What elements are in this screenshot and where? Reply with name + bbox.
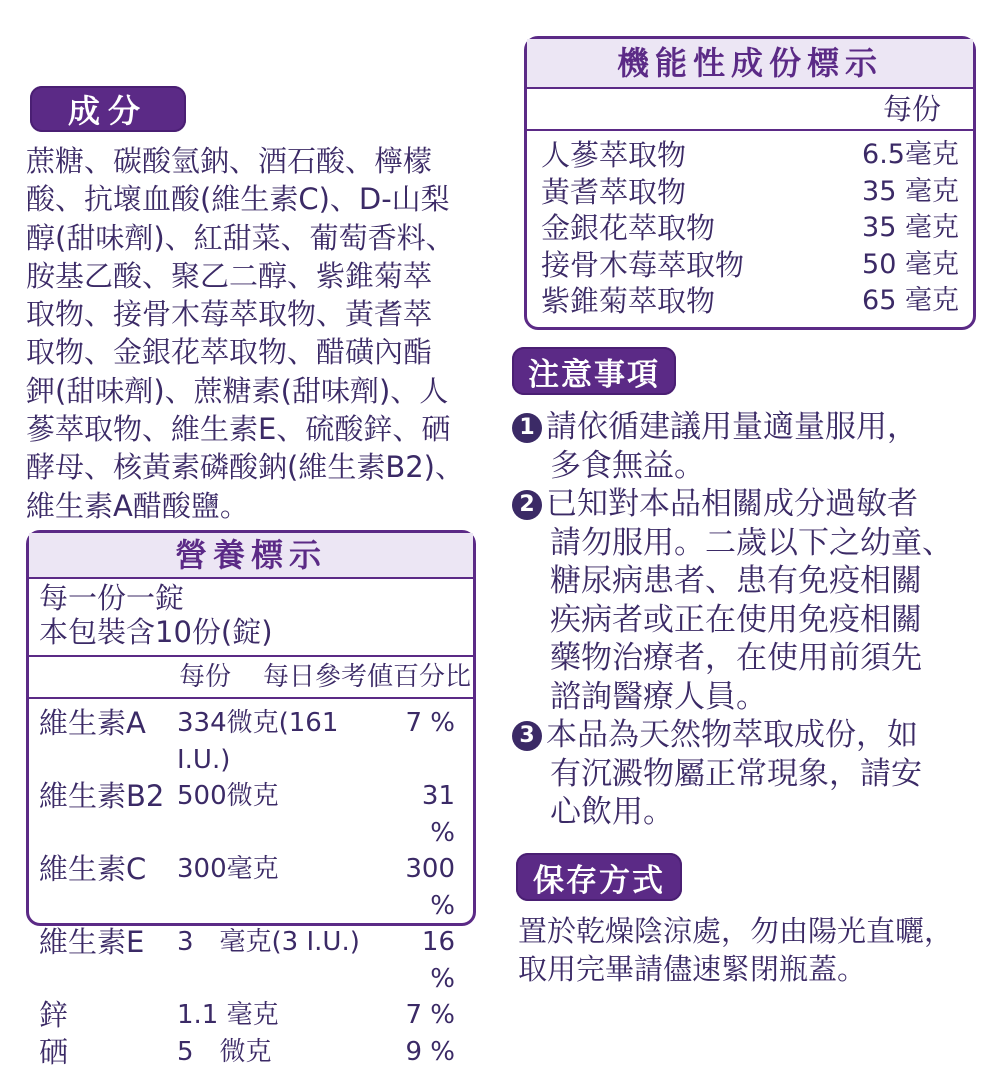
nutrient-name: 硒 — [39, 1034, 177, 1070]
extract-name: 人蔘萃取物 — [541, 137, 686, 174]
table-row — [541, 283, 959, 320]
ingredients-line: 取物、金銀花萃取物、醋磺內酯 — [26, 333, 506, 371]
table-row — [39, 1034, 463, 1070]
nutrient-name: 維生素E — [39, 924, 177, 997]
nutrition-package: 本包裝含10份(錠) — [39, 615, 463, 649]
nutrition-column-header — [29, 657, 473, 699]
precaution-line: 諮詢醫療人員。 — [512, 678, 1000, 717]
nutrition-col-per-serving: 每份 — [179, 657, 263, 697]
nutrition-col-daily: 每日參考値百分比 — [263, 657, 471, 697]
precaution-line: 請依循建議用量適量服用， — [546, 409, 918, 445]
precaution-line: 心飲用。 — [512, 793, 1000, 832]
functional-col-per-serving: 每份 — [883, 92, 941, 126]
functional-rows — [527, 131, 973, 320]
precaution-line: 有沉澱物屬正常現象，請安 — [512, 755, 1000, 794]
precaution-line: 多食無益。 — [512, 447, 1000, 486]
nutrient-amount: 1.1 毫克 — [177, 997, 389, 1034]
nutrient-name: 維生素A — [39, 705, 177, 778]
storage-heading: 保存方式 — [516, 853, 682, 901]
nutrition-serving: 每一份一錠 — [39, 581, 463, 615]
table-row — [541, 247, 959, 284]
functional-column-header — [527, 89, 973, 131]
storage-line: 置於乾燥陰涼處，勿由陽光直曬， — [518, 912, 1006, 950]
number-2-icon: 2 — [512, 490, 542, 520]
table-row — [541, 137, 959, 174]
precaution-line: 疾病者或正在使用免疫相關 — [512, 601, 1000, 640]
table-row — [541, 174, 959, 211]
extract-amount: 50 毫克 — [862, 247, 959, 284]
ingredients-line: 維生素A醋酸鹽。 — [26, 487, 506, 525]
extract-amount: 6.5毫克 — [862, 137, 959, 174]
extract-amount: 35 毫克 — [862, 174, 959, 211]
precaution-line: 請勿服用。二歲以下之幼童、 — [512, 524, 1000, 563]
ingredients-line: 胺基乙酸、聚乙二醇、紫錐菊萃 — [26, 257, 506, 295]
precaution-line: 已知對本品相關成分過敏者 — [546, 486, 918, 522]
nutrition-rows — [29, 699, 473, 1070]
extract-name: 接骨木莓萃取物 — [541, 247, 744, 284]
nutrient-name: 維生素C — [39, 851, 177, 924]
nutrient-amount: 500微克 — [177, 778, 389, 851]
number-3-icon: 3 — [512, 721, 542, 751]
ingredients-line: 醇(甜味劑)、紅甜菜、葡萄香料、 — [26, 219, 506, 257]
extract-amount: 65 毫克 — [862, 283, 959, 320]
table-row — [39, 778, 463, 851]
nutrient-amount: 300毫克 — [177, 851, 389, 924]
precautions-heading: 注意事項 — [512, 347, 676, 395]
table-row — [39, 997, 463, 1034]
precaution-item — [512, 408, 1000, 485]
nutrient-percent: 9 % — [389, 1034, 455, 1070]
ingredients-line: 酵母、核黃素磷酸鈉(維生素B2)、 — [26, 448, 506, 486]
nutrient-amount: 334微克(161 I.U.) — [177, 705, 389, 778]
functional-table — [524, 36, 976, 330]
ingredients-list — [26, 142, 506, 525]
nutrient-percent: 16 % — [389, 924, 455, 997]
ingredients-heading: 成分 — [30, 86, 186, 132]
table-row — [39, 851, 463, 924]
precaution-line: 本品為天然物萃取成份，如 — [546, 717, 918, 753]
ingredients-line: 鉀(甜味劑)、蔗糖素(甜味劑)、人 — [26, 372, 506, 410]
nutrient-name: 維生素B2 — [39, 778, 177, 851]
table-row — [39, 705, 463, 778]
nutrient-name: 鋅 — [39, 997, 177, 1034]
storage-line: 取用完畢請儘速緊閉瓶蓋。 — [518, 950, 1006, 988]
nutrient-percent: 7 % — [389, 997, 455, 1034]
nutrition-table — [26, 530, 476, 926]
number-1-icon: 1 — [512, 413, 542, 443]
storage-text — [518, 912, 1006, 988]
precaution-item — [512, 485, 1000, 716]
nutrient-percent: 300 % — [389, 851, 455, 924]
nutrient-amount: 3 毫克(3 I.U.) — [177, 924, 389, 997]
nutrient-percent: 31 % — [389, 778, 455, 851]
precaution-line: 藥物治療者，在使用前須先 — [512, 639, 1000, 678]
precaution-item — [512, 716, 1000, 832]
extract-name: 黃耆萃取物 — [541, 174, 686, 211]
ingredients-line: 取物、接骨木莓萃取物、黃耆萃 — [26, 295, 506, 333]
precaution-line: 糖尿病患者、患有免疫相關 — [512, 562, 1000, 601]
nutrition-serving-block — [29, 579, 473, 657]
table-row — [541, 210, 959, 247]
nutrition-title: 營養標示 — [29, 533, 473, 579]
ingredients-line: 蔗糖、碳酸氫鈉、酒石酸、檸檬 — [26, 142, 506, 180]
ingredients-line: 蔘萃取物、維生素E、硫酸鋅、硒 — [26, 410, 506, 448]
precautions-list — [512, 408, 1000, 832]
nutrient-percent: 7 % — [389, 705, 455, 778]
nutrient-amount: 5 微克 — [177, 1034, 389, 1070]
ingredients-line: 酸、抗壞血酸(維生素C)、D-山梨 — [26, 180, 506, 218]
functional-title: 機能性成份標示 — [527, 39, 973, 89]
extract-name: 紫錐菊萃取物 — [541, 283, 715, 320]
extract-amount: 35 毫克 — [862, 210, 959, 247]
table-row — [39, 924, 463, 997]
extract-name: 金銀花萃取物 — [541, 210, 715, 247]
